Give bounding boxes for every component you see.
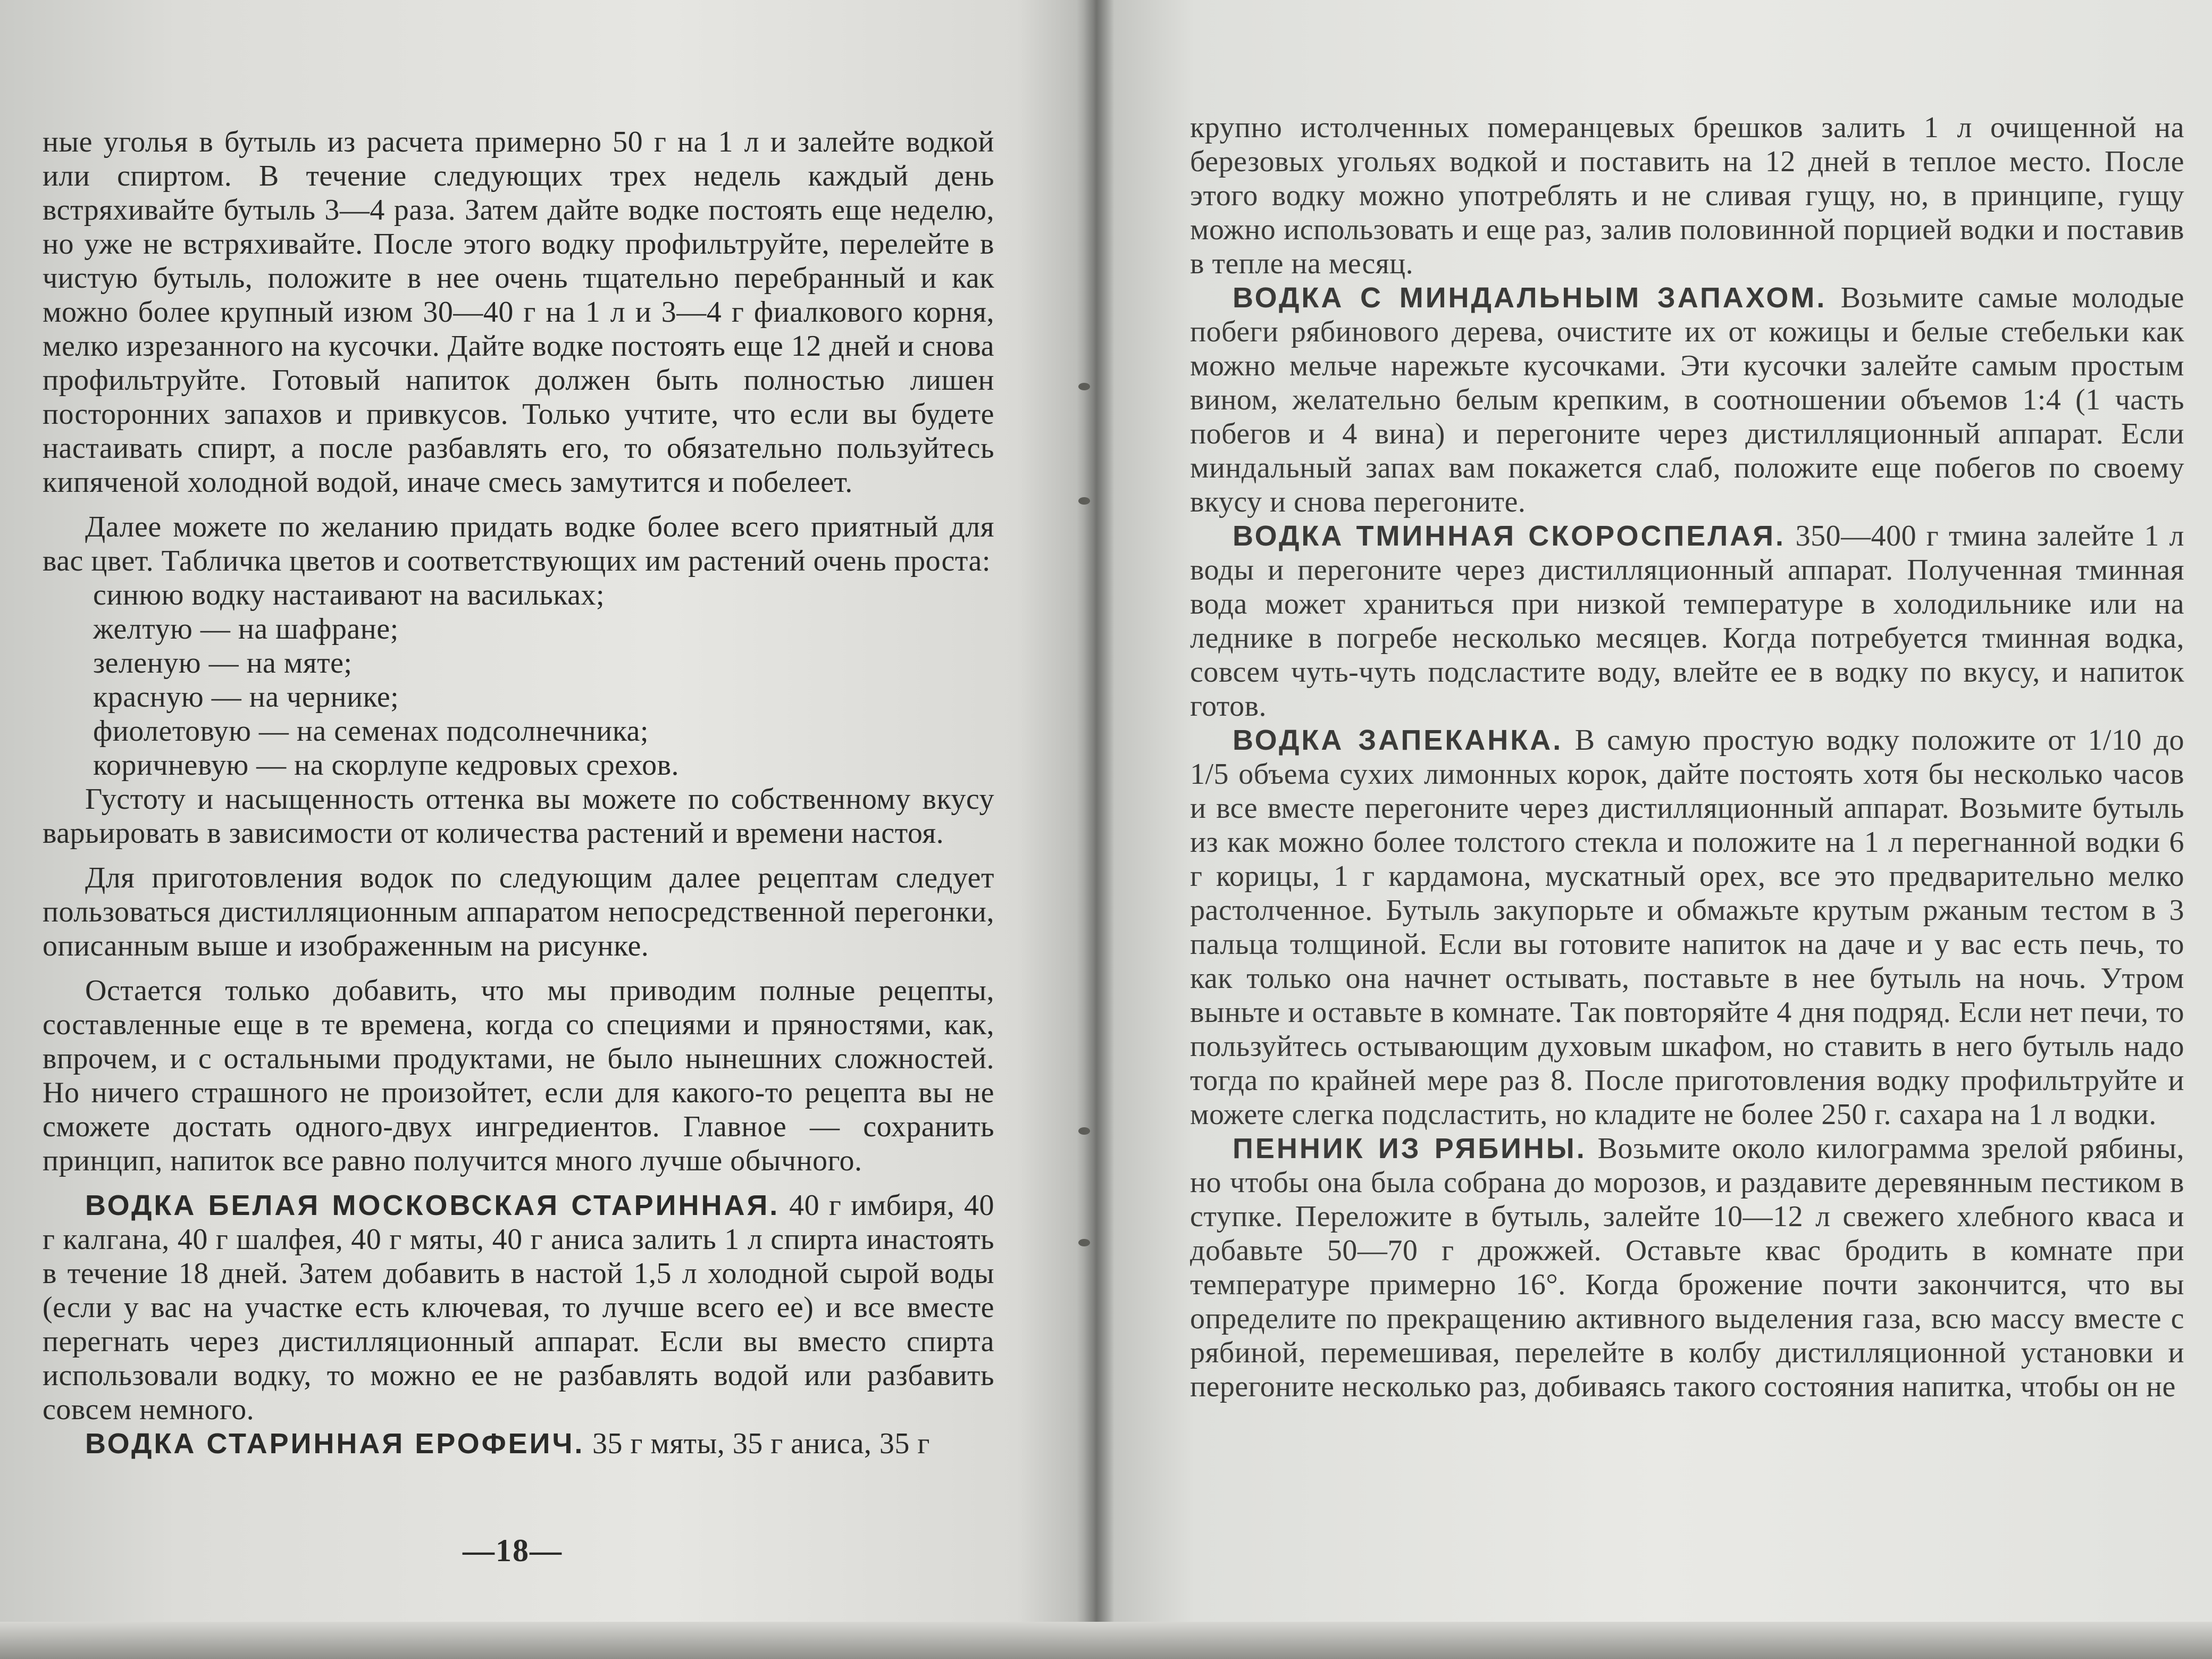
recipe-paragraph [1190, 723, 2184, 1132]
list-item: коричневую — на скорлупе кедровых срехов. [93, 749, 680, 782]
recipe-text: 40 г имбиря, 40 г калгана, 40 г шалфея, 40 г мяты, 40 г аниса залить 1 л спирта инастоять в течение 18 дней. Затем добавить в настой 1,5 л холодной сырой воды (если у вас на участке есть ключевая, то лучше всего ее) и все вместе перегнать через дистилляционный аппарат. Если вы вместо спирта использовали водку, то можно ее не разбавлять водой или разбавить совсем немного. [43, 1189, 994, 1426]
paragraph: Далее можете по желанию придать водке более всего приятный для вас цвет. Табличка цветов и соответствующих им растений очень проста: [43, 510, 994, 577]
list-item: фиолетовую — на семенах подсолнечника; [93, 715, 649, 748]
recipe-heading: ВОДКА СТАРИННАЯ ЕРОФЕИЧ. [85, 1428, 585, 1460]
left-page [0, 0, 1079, 1622]
recipe-heading: ПЕННИК ИЗ РЯБИНЫ. [1233, 1133, 1587, 1164]
list-item: желтую — на шафране; [93, 613, 399, 646]
binding-stitch [1078, 1239, 1090, 1246]
list-item: красную — на чернике; [93, 681, 399, 714]
page-bottom-edge [0, 1622, 2212, 1659]
recipe-paragraph [43, 1188, 994, 1427]
paragraph: Густоту и насыщенность оттенка вы можете по собственному вкусу варьировать в зависимости от количества растений и времени настоя. [43, 783, 994, 850]
binding-stitch [1078, 383, 1090, 390]
list-item: синюю водку настаивают на васильках; [93, 579, 605, 611]
recipe-text: В самую простую водку положите от 1/10 до 1/5 объема сухих лимонных корок, дайте постоять хотя бы несколько часов и все вместе перегоните через дистилляционный аппарат. Возьмите бутыль из как можно более толстого стекла и положите на 1 л перегнанной водки 6 г корицы, 1 г кардамона, мускатный орех, все это предварительно мелко растолченное. Бутыль закупорьте и обмажьте крутым ржаным тестом в 3 пальца толщиной. Если вы готовите напиток на даче и у вас есть печь, то как только она начнет остывать, поставьте в нее бутыль на ночь. Утром выньте и оставьте в комнате. Так повторяйте 4 дня подряд. Если нет печи, то пользуйтесь остывающим духовым шкафом, но ставить в него бутыль надо тогда по крайней мере раз 8. После приготовления водку профильтруйте и можете слегка подсластить, но кладите не более 250 г. сахара на 1 л водки. [1190, 724, 2184, 1131]
paragraph: Остается только добавить, что мы приводим полные рецепты, составленные еще в те времена, когда со специями и пряностями, как, впрочем, и с остальными продуктами, не было нынешних сложностей. Но ничего страшного не произойтет, если для какого-то рецепта вы не сможете достать одного-двух ингредиентов. Главное — сохранить принцип, напиток все равно получится много лучше обычного. [43, 974, 994, 1177]
recipe-heading: ВОДКА ЗАПЕКАНКА. [1233, 724, 1563, 756]
paragraph: Для приготовления водок по следующим далее рецептам следует пользоваться дистилляционным аппаратом непосредственной перегонки, описанным выше и изображенным на рисунке. [43, 861, 994, 962]
recipe-heading: ВОДКА С МИНДАЛЬНЫМ ЗАПАХОМ. [1233, 282, 1827, 314]
left-page-text [43, 125, 994, 1461]
binding-stitch [1078, 1127, 1090, 1135]
recipe-text: 35 г мяты, 35 г аниса, 35 г [584, 1427, 930, 1460]
recipe-paragraph [43, 1427, 994, 1461]
right-page-text [1190, 111, 2184, 1404]
recipe-text: 350—400 г тмина залейте 1 л воды и перегоните через дистилляционный аппарат. Полученная тминная вода может храниться при низкой температуре в холодильнике или на леднике в погребе несколько месяцев. Когда потребуется тминная водка, совсем чуть-чуть подсластите воду, влейте ее в водку по вкусу, и напиток готов. [1190, 520, 2184, 723]
recipe-text: Возьмите самые молодые побеги рябинового дерева, очистите их от кожицы и белые стебельки как можно мельче нарежьте кусочками. Эти кусочки залейте самым простым вином, желательно белым крепким, в соотношении объемов 1:4 (1 часть побегов и 4 вина) и перегоните через дистилляционный аппарат. Если миндальный запах вам покажется слаб, положите еще побегов по своему вкусу и снова перегоните. [1190, 281, 2184, 518]
recipe-text: Возьмите около килограмма зрелой рябины, но чтобы она была собрана до морозов, и раздавите деревянным пестиком в ступке. Переложите в бутыль, залейте 10—12 л свежего хлебного кваса и добавьте 50—70 г дрожжей. Оставьте квас бродить в комнате при температуре примерно 16°. Когда брожение почти закончится, что вы определите по прекращению активного выделения газа, всю массу вместе с рябиной, перемешивая, перелейте в колбу дистилляционной установки и перегоните несколько раз, добиваясь такого состояния напитка, чтобы он не [1190, 1132, 2184, 1403]
right-page [1106, 0, 2212, 1622]
paragraph: крупно истолченных померанцевых брешков залить 1 л очищенной на березовых угольях водкой и поставить на 12 дней в теплое место. После этого водку можно употреблять и не сливая гущу, но, в принципе, гущу можно использовать и еще раз, залив половинной порцией водки и поставив в тепле на месяц. [1190, 111, 2184, 280]
recipe-paragraph [1190, 1132, 2184, 1404]
list-item: зеленую — на мяте; [93, 647, 353, 680]
paragraph: ные уголья в бутыль из расчета примерно 50 г на 1 л и залейте водкой или спиртом. В течение следующих трех недель каждый день встряхивайте бутыль 3—4 раза. Затем дайте водке постоять еще неделю, но уже не встряхивайте. После этого водку профильтруйте, перелейте в чистую бутыль, положите в нее очень тщательно перебранный и как можно более крупный изюм 30—40 г на 1 л и 3—4 г фиалкового корня, мелко изрезанного на кусочки. Дайте водке постоять еще 12 дней и снова профильтруйте. Готовый напиток должен быть полностью лишен посторонних запахов и привкусов. Только учтите, что если вы будете настаивать спирт, а после разбавлять его, то обязательно пользуйтесь кипяченой холодной водой, иначе смесь замутится и побелеет. [43, 125, 994, 499]
recipe-paragraph [1190, 281, 2184, 519]
recipe-heading: ВОДКА ТМИННАЯ СКОРОСПЕЛАЯ. [1233, 520, 1786, 552]
recipe-heading: ВОДКА БЕЛАЯ МОСКОВСКАЯ СТАРИННАЯ. [85, 1189, 780, 1221]
recipe-paragraph [1190, 519, 2184, 723]
page-number: —18— [463, 1533, 563, 1568]
binding-stitch [1078, 497, 1090, 505]
